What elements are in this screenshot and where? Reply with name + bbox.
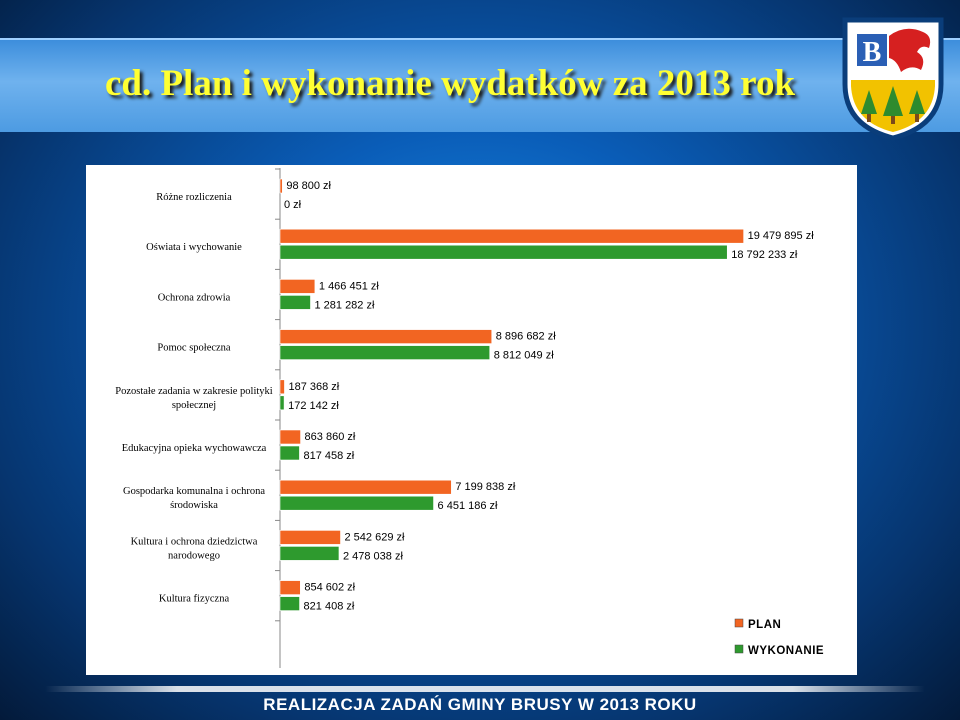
footer-text: REALIZACJA ZADAŃ GMINY BRUSY W 2013 ROKU: [263, 695, 697, 714]
bar-plan: [280, 581, 300, 595]
category-label-line: Pomoc społeczna: [157, 342, 231, 354]
data-label: 8 812 049 zł: [493, 349, 554, 362]
data-label: 863 860 zł: [304, 431, 356, 443]
data-label: 6 451 186 zł: [437, 500, 498, 513]
data-label: 821 408 zł: [303, 600, 355, 613]
page-title: cd. Plan i wykonanie wydatków za 2013 rok: [104, 63, 796, 104]
data-label: 2 478 038 zł: [342, 550, 403, 563]
bar-wykonanie: [280, 346, 490, 360]
bar-plan: [280, 229, 744, 243]
bar-plan: [280, 179, 282, 193]
data-label: 172 142 zł: [288, 399, 339, 412]
category-label: [158, 292, 231, 303]
bar-wykonanie: [280, 396, 284, 410]
data-label: 18 792 233 zł: [731, 249, 798, 262]
bar-wykonanie: [280, 245, 727, 259]
legend-label: WYKONANIE: [748, 645, 825, 657]
category-label-line: narodowego: [168, 550, 220, 562]
data-label: 854 602 zł: [304, 581, 356, 594]
data-label: 817 458 zł: [303, 450, 355, 462]
bar-plan: [280, 430, 301, 444]
category-label: [146, 242, 242, 253]
data-label: 98 800 zł: [286, 180, 332, 192]
category-label: [156, 192, 232, 203]
category-label-line: Kultura i ochrona dziedzictwa: [130, 536, 258, 548]
data-label: 1 281 282 zł: [314, 299, 375, 312]
data-label: 7 199 838 zł: [455, 481, 516, 494]
category-label: [159, 594, 230, 605]
category-label-line: środowiska: [170, 500, 218, 512]
crest-letter: B: [862, 37, 882, 68]
category-label: [122, 443, 267, 454]
category-label-line: Oświata i wychowanie: [146, 242, 242, 254]
data-label: 2 542 629 zł: [344, 531, 405, 544]
bar-plan: [280, 330, 492, 344]
bar-wykonanie: [280, 446, 299, 460]
data-label: 19 479 895 zł: [747, 230, 814, 243]
category-label: [157, 343, 231, 354]
bar-plan: [280, 530, 341, 544]
bar-wykonanie: [280, 597, 300, 611]
category-label-line: Pozostałe zadania w zakresie polityki: [115, 385, 273, 397]
bar-plan: [280, 279, 315, 293]
bar-plan: [280, 380, 284, 394]
bar-wykonanie: [280, 546, 339, 560]
data-label: 187 368 zł: [288, 380, 340, 393]
bar-plan: [280, 480, 451, 494]
category-label-line: Ochrona zdrowia: [157, 292, 231, 304]
data-label: 8 896 682 zł: [495, 330, 556, 343]
legend-swatch: [735, 645, 743, 653]
category-label-line: Edukacyjna opieka wychowawcza: [121, 443, 267, 454]
data-label: 0 zł: [284, 199, 302, 211]
bar-wykonanie: [280, 295, 310, 309]
category-label-line: Różne rozliczenia: [156, 192, 232, 203]
footer-divider: [45, 686, 925, 692]
legend-label: PLAN: [748, 619, 782, 631]
category-label-line: Gospodarka komunalna i ochrona: [122, 486, 266, 498]
category-label-line: Kultura fizyczna: [158, 593, 230, 605]
data-label: 1 466 451 zł: [318, 280, 379, 293]
bar-wykonanie: [280, 496, 434, 510]
category-label-line: społecznej: [171, 399, 217, 411]
legend-swatch: [735, 619, 743, 627]
